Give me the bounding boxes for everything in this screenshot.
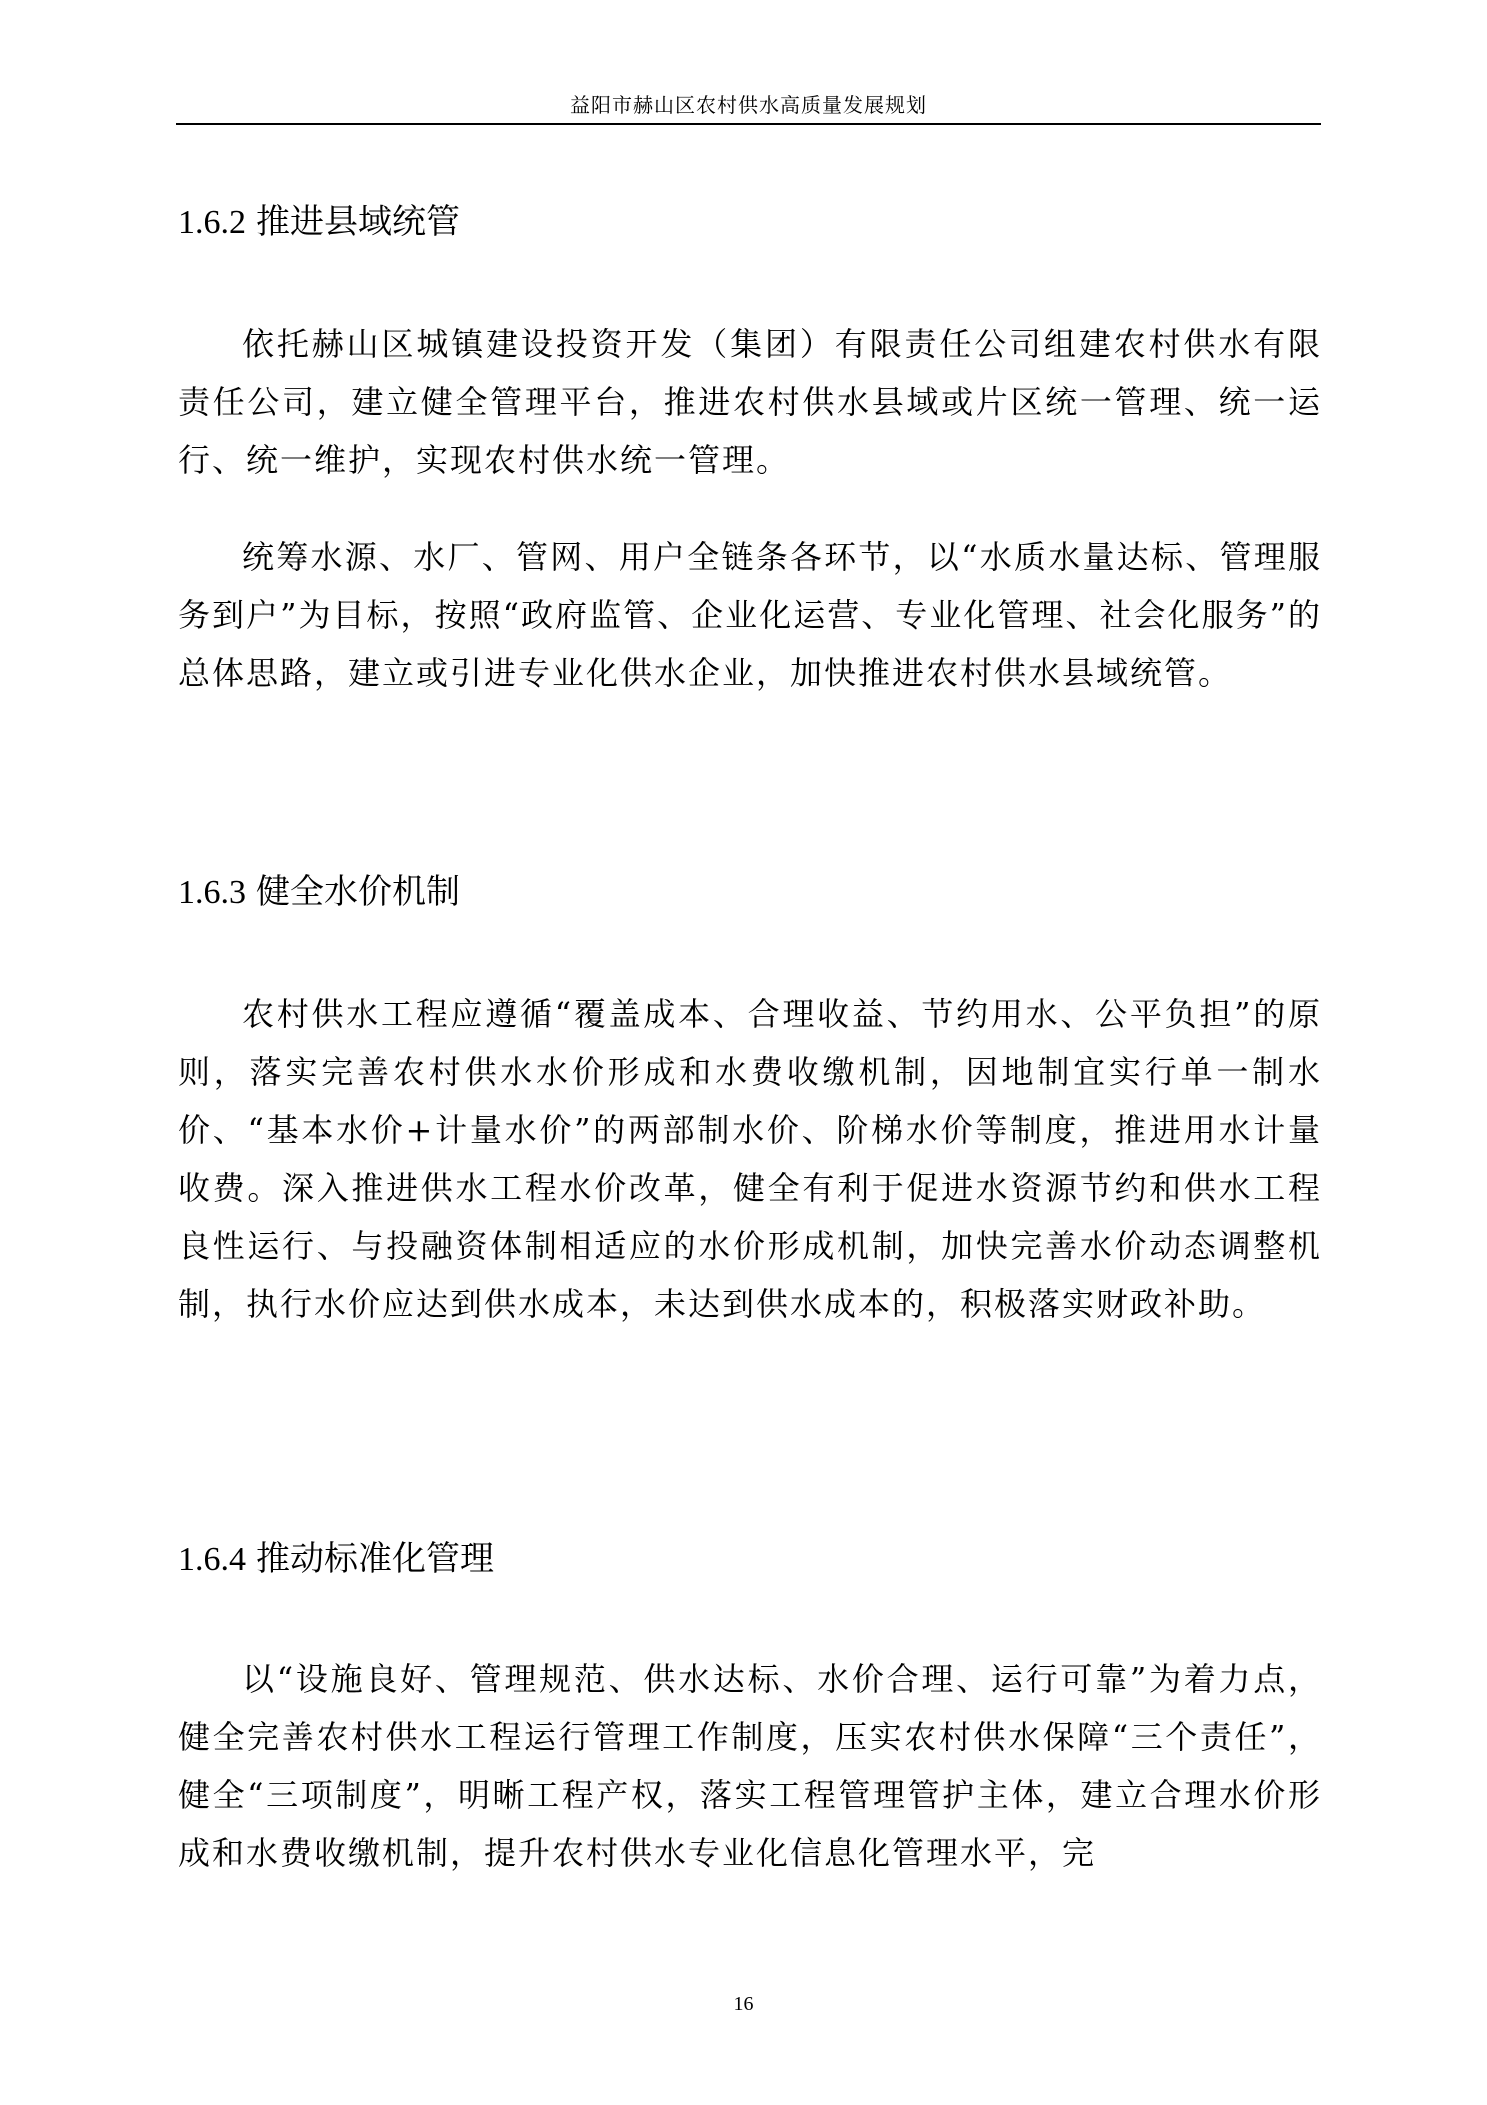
section-heading-1-6-3 [178,870,1318,915]
paragraph: 农村供水工程应遵循“覆盖成本、合理收益、节约用水、公平负担”的原则，落实完善农村供水水价形成和水费收缴机制，因地制宜实行单一制水价、“基本水价+计量水价”的两部制水价、阶梯水价等制度，推进用水计量收费。深入推进供水工程水价改革，健全有利于促进水资源节约和供水工程良性运行、与投融资体制相适应的水价形成机制，加快完善水价动态调整机制，执行水价应达到供水成本，未达到供水成本的，积极落实财政补助。 [178,995,1322,1323]
section-heading-1-6-4 [178,1537,1318,1582]
section-title: 推动标准化管理 [256,1539,494,1579]
paragraph: 以“设施良好、管理规范、供水达标、水价合理、运行可靠”为着力点，健全完善农村供水工程运行管理工作制度，压实农村供水保障“三个责任”，健全“三项制度”，明晰工程产权，落实工程管理管护主体，建立合理水价形成和水费收缴机制，提升农村供水专业化信息化管理水平，完 [178,1660,1322,1872]
paragraph: 统筹水源、水厂、管网、用户全链条各环节，以“水质水量达标、管理服务到户”为目标，按照“政府监管、企业化运营、专业化管理、社会化服务”的总体思路，建立或引进专业化供水企业，加快推进农村供水县域统管。 [178,538,1322,692]
page-number: 16 [733,1993,754,2015]
header-rule [176,123,1321,125]
section-heading-1-6-2 [178,200,1318,245]
section-title: 推进县域统管 [256,202,460,242]
section-number: 1.6.3 [178,874,246,911]
section-number: 1.6.2 [178,204,246,241]
section-number: 1.6.4 [178,1541,246,1578]
section-title: 健全水价机制 [256,872,460,912]
paragraph: 依托赫山区城镇建设投资开发（集团）有限责任公司组建农村供水有限责任公司，建立健全管理平台，推进农村供水县域或片区统一管理、统一运行、统一维护，实现农村供水统一管理。 [178,325,1322,479]
running-header-title: 益阳市赫山区农村供水高质量发展规划 [570,93,927,117]
